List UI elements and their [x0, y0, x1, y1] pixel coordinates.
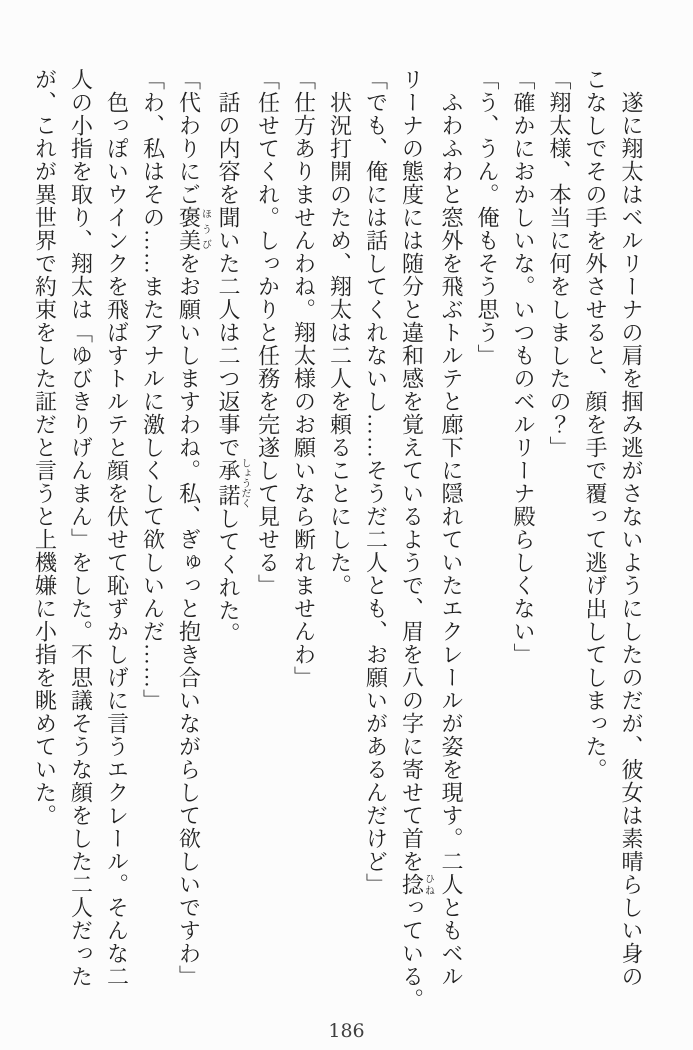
page-number: 186: [328, 1020, 365, 1042]
text-column-16: 人の小指を取り、翔太は「ゆびきりげんまん」をした。不思議そうな顔をした二人だった: [68, 68, 94, 988]
text-column-5: 「う、うん。俺もそう思う」: [475, 68, 500, 367]
text-column-1: 遂に翔太はベルリーナの肩を掴み逃がさないようにしたのだが、彼女は素晴らしい身の: [619, 68, 644, 988]
text-column-3: 「翔太様、本当に何をしましたの？」: [547, 68, 572, 459]
text-column-8: 「でも、俺には話してくれないし……そうだ二人とも、お願いがあるんだけど」: [363, 68, 389, 896]
text-column-12: 話の内容を聞いた二人は二つ返事で承諾しょうだくしてくれた。: [216, 68, 250, 645]
text-column-15: 色っぽいウインクを飛ばすトルテと顔を伏せて恥ずかしげに言うエクレール。そんな二: [104, 68, 130, 988]
furigana-ruby: 褒美ほうび: [176, 206, 211, 252]
text-column-14: 「わ、私はその……またアナルに激しくして欲しいんだ……」: [140, 68, 166, 712]
text-column-2: こなしでその手を外させると、顔を手で覆って逃げ出してしまった。: [583, 68, 608, 781]
text-column-4: 「確かにおかしいな。いつものベルリーナ殿らしくない」: [511, 68, 536, 666]
text-column-17: が、これが異世界で約束をした証だと言うと上機嫌に小指を眺めていた。: [32, 68, 58, 827]
page-text: [32, 68, 649, 1024]
text-column-11: 「任せてくれ。しっかりと任務を完遂して見せる」: [255, 68, 281, 597]
furigana-ruby: 捻ひね: [399, 873, 434, 896]
furigana-ruby: 承諾しょうだく: [216, 458, 250, 508]
text-column-7: リーナの態度には随分と違和感を覚えているようで、眉を八の字に寄せて首を捻ひねっている。: [399, 68, 434, 1011]
text-column-6: ふわふわと窓外を飛ぶトルテと廊下に隠れていたエクレールが姿を現す。二人ともベル: [439, 68, 464, 988]
text-column-10: 「仕方ありませんわね。翔太様のお願いなら断れませんわ」: [291, 68, 317, 689]
text-column-13: 「代わりにご褒美ほうびをお願いしますわね。私、ぎゅっと抱き合いながらして欲しいですわ」: [176, 68, 211, 988]
text-column-9: 状況打開のため、翔太は二人を頼ることにした。: [327, 68, 353, 597]
